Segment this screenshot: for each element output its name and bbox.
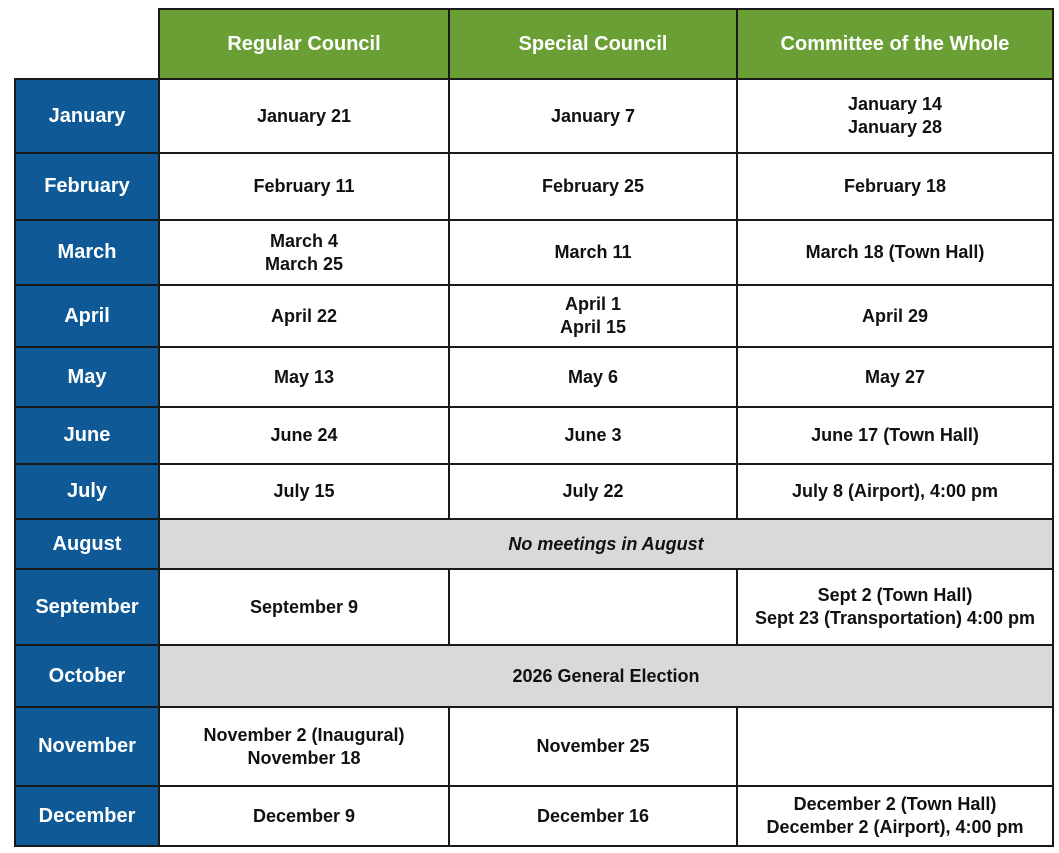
- regular-cell: [159, 464, 449, 519]
- table-row-august: [15, 519, 1053, 569]
- regular-cell: [159, 707, 449, 786]
- committee-cell: [737, 464, 1053, 519]
- committee-cell: [737, 786, 1053, 846]
- regular-cell: [159, 153, 449, 220]
- month-label: April: [15, 285, 159, 347]
- table-row-june: [15, 407, 1053, 464]
- column-header-regular-council: Regular Council: [159, 9, 449, 79]
- meeting-date: December 2 (Town Hall): [793, 794, 997, 814]
- table-row-april: [15, 285, 1053, 347]
- meeting-date: November 18: [247, 747, 361, 768]
- meeting-date: January 21: [256, 105, 352, 126]
- meeting-date: May 13: [273, 366, 335, 387]
- meeting-date: Sept 23 (Transportation) 4:00 pm: [754, 608, 1036, 628]
- header-row: [15, 9, 1053, 79]
- committee-cell: [737, 153, 1053, 220]
- meeting-date: December 9: [252, 805, 356, 826]
- meeting-date: July 8 (Airport), 4:00 pm: [791, 481, 999, 501]
- table-row-october: [15, 645, 1053, 707]
- regular-cell: [159, 79, 449, 153]
- column-header-committee-of-the-whole: Committee of the Whole: [737, 9, 1053, 79]
- special-cell: [449, 220, 737, 285]
- special-cell: [449, 407, 737, 464]
- spanning-note: No meetings in August: [159, 519, 1053, 569]
- meeting-date: December 16: [536, 805, 650, 826]
- meeting-date: May 6: [567, 366, 619, 387]
- meeting-date: November 25: [536, 736, 650, 756]
- meeting-date: March 11: [554, 242, 632, 262]
- committee-cell: [737, 407, 1053, 464]
- meeting-date: May 27: [864, 366, 926, 387]
- table-row-january: [15, 79, 1053, 153]
- month-label: May: [15, 347, 159, 407]
- month-label: September: [15, 569, 159, 645]
- month-label: August: [15, 519, 159, 569]
- month-label: February: [15, 153, 159, 220]
- special-cell: [449, 347, 737, 407]
- regular-cell: [159, 407, 449, 464]
- month-label: October: [15, 645, 159, 707]
- meeting-schedule-table: [14, 8, 1054, 847]
- month-label: December: [15, 786, 159, 846]
- meeting-date: April 1: [564, 294, 621, 314]
- committee-cell: [737, 285, 1053, 347]
- table-row-may: [15, 347, 1053, 407]
- special-cell: [449, 285, 737, 347]
- meeting-date: June 17 (Town Hall): [811, 425, 979, 445]
- special-cell: [449, 79, 737, 153]
- table-row-november: [15, 707, 1053, 786]
- regular-cell: [159, 220, 449, 285]
- meeting-date: January 14: [847, 94, 943, 114]
- regular-cell: [159, 285, 449, 347]
- month-label: March: [15, 220, 159, 285]
- month-label: November: [15, 707, 159, 786]
- meeting-date: July 15: [273, 481, 335, 501]
- committee-cell: [737, 707, 1053, 786]
- meeting-date: June 24: [270, 425, 338, 445]
- special-cell: [449, 707, 737, 786]
- meeting-date: September 9: [249, 596, 359, 617]
- regular-cell: [159, 569, 449, 645]
- meeting-date: February 25: [541, 176, 645, 196]
- column-header-special-council: Special Council: [449, 9, 737, 79]
- meeting-date: July 22: [562, 481, 624, 501]
- meeting-date: April 15: [559, 317, 627, 337]
- spanning-note: 2026 General Election: [159, 645, 1053, 707]
- month-label: January: [15, 79, 159, 153]
- special-cell: [449, 569, 737, 645]
- meeting-date: April 22: [270, 305, 338, 326]
- committee-cell: [737, 347, 1053, 407]
- meeting-date: January 28: [847, 117, 943, 137]
- corner-cell: [15, 9, 159, 79]
- regular-cell: [159, 347, 449, 407]
- special-cell: [449, 153, 737, 220]
- meeting-date: March 18 (Town Hall): [805, 242, 985, 262]
- meeting-date: December 2 (Airport), 4:00 pm: [766, 817, 1024, 837]
- table-row-july: [15, 464, 1053, 519]
- regular-cell: [159, 786, 449, 846]
- meeting-date: Sept 2 (Town Hall): [817, 585, 973, 605]
- committee-cell: [737, 79, 1053, 153]
- meeting-date: April 29: [861, 305, 929, 326]
- table-row-february: [15, 153, 1053, 220]
- meeting-date: March 4: [269, 230, 339, 251]
- meeting-date: March 25: [264, 253, 344, 274]
- table-row-september: [15, 569, 1053, 645]
- meeting-date: January 7: [550, 105, 636, 126]
- committee-cell: [737, 220, 1053, 285]
- meeting-date: February 11: [253, 176, 355, 196]
- committee-cell: [737, 569, 1053, 645]
- table-row-december: [15, 786, 1053, 846]
- special-cell: [449, 464, 737, 519]
- table-row-march: [15, 220, 1053, 285]
- month-label: July: [15, 464, 159, 519]
- meeting-date: November 2 (Inaugural): [203, 724, 405, 745]
- month-label: June: [15, 407, 159, 464]
- meeting-date: June 3: [564, 425, 622, 445]
- meeting-date: February 18: [843, 176, 947, 196]
- special-cell: [449, 786, 737, 846]
